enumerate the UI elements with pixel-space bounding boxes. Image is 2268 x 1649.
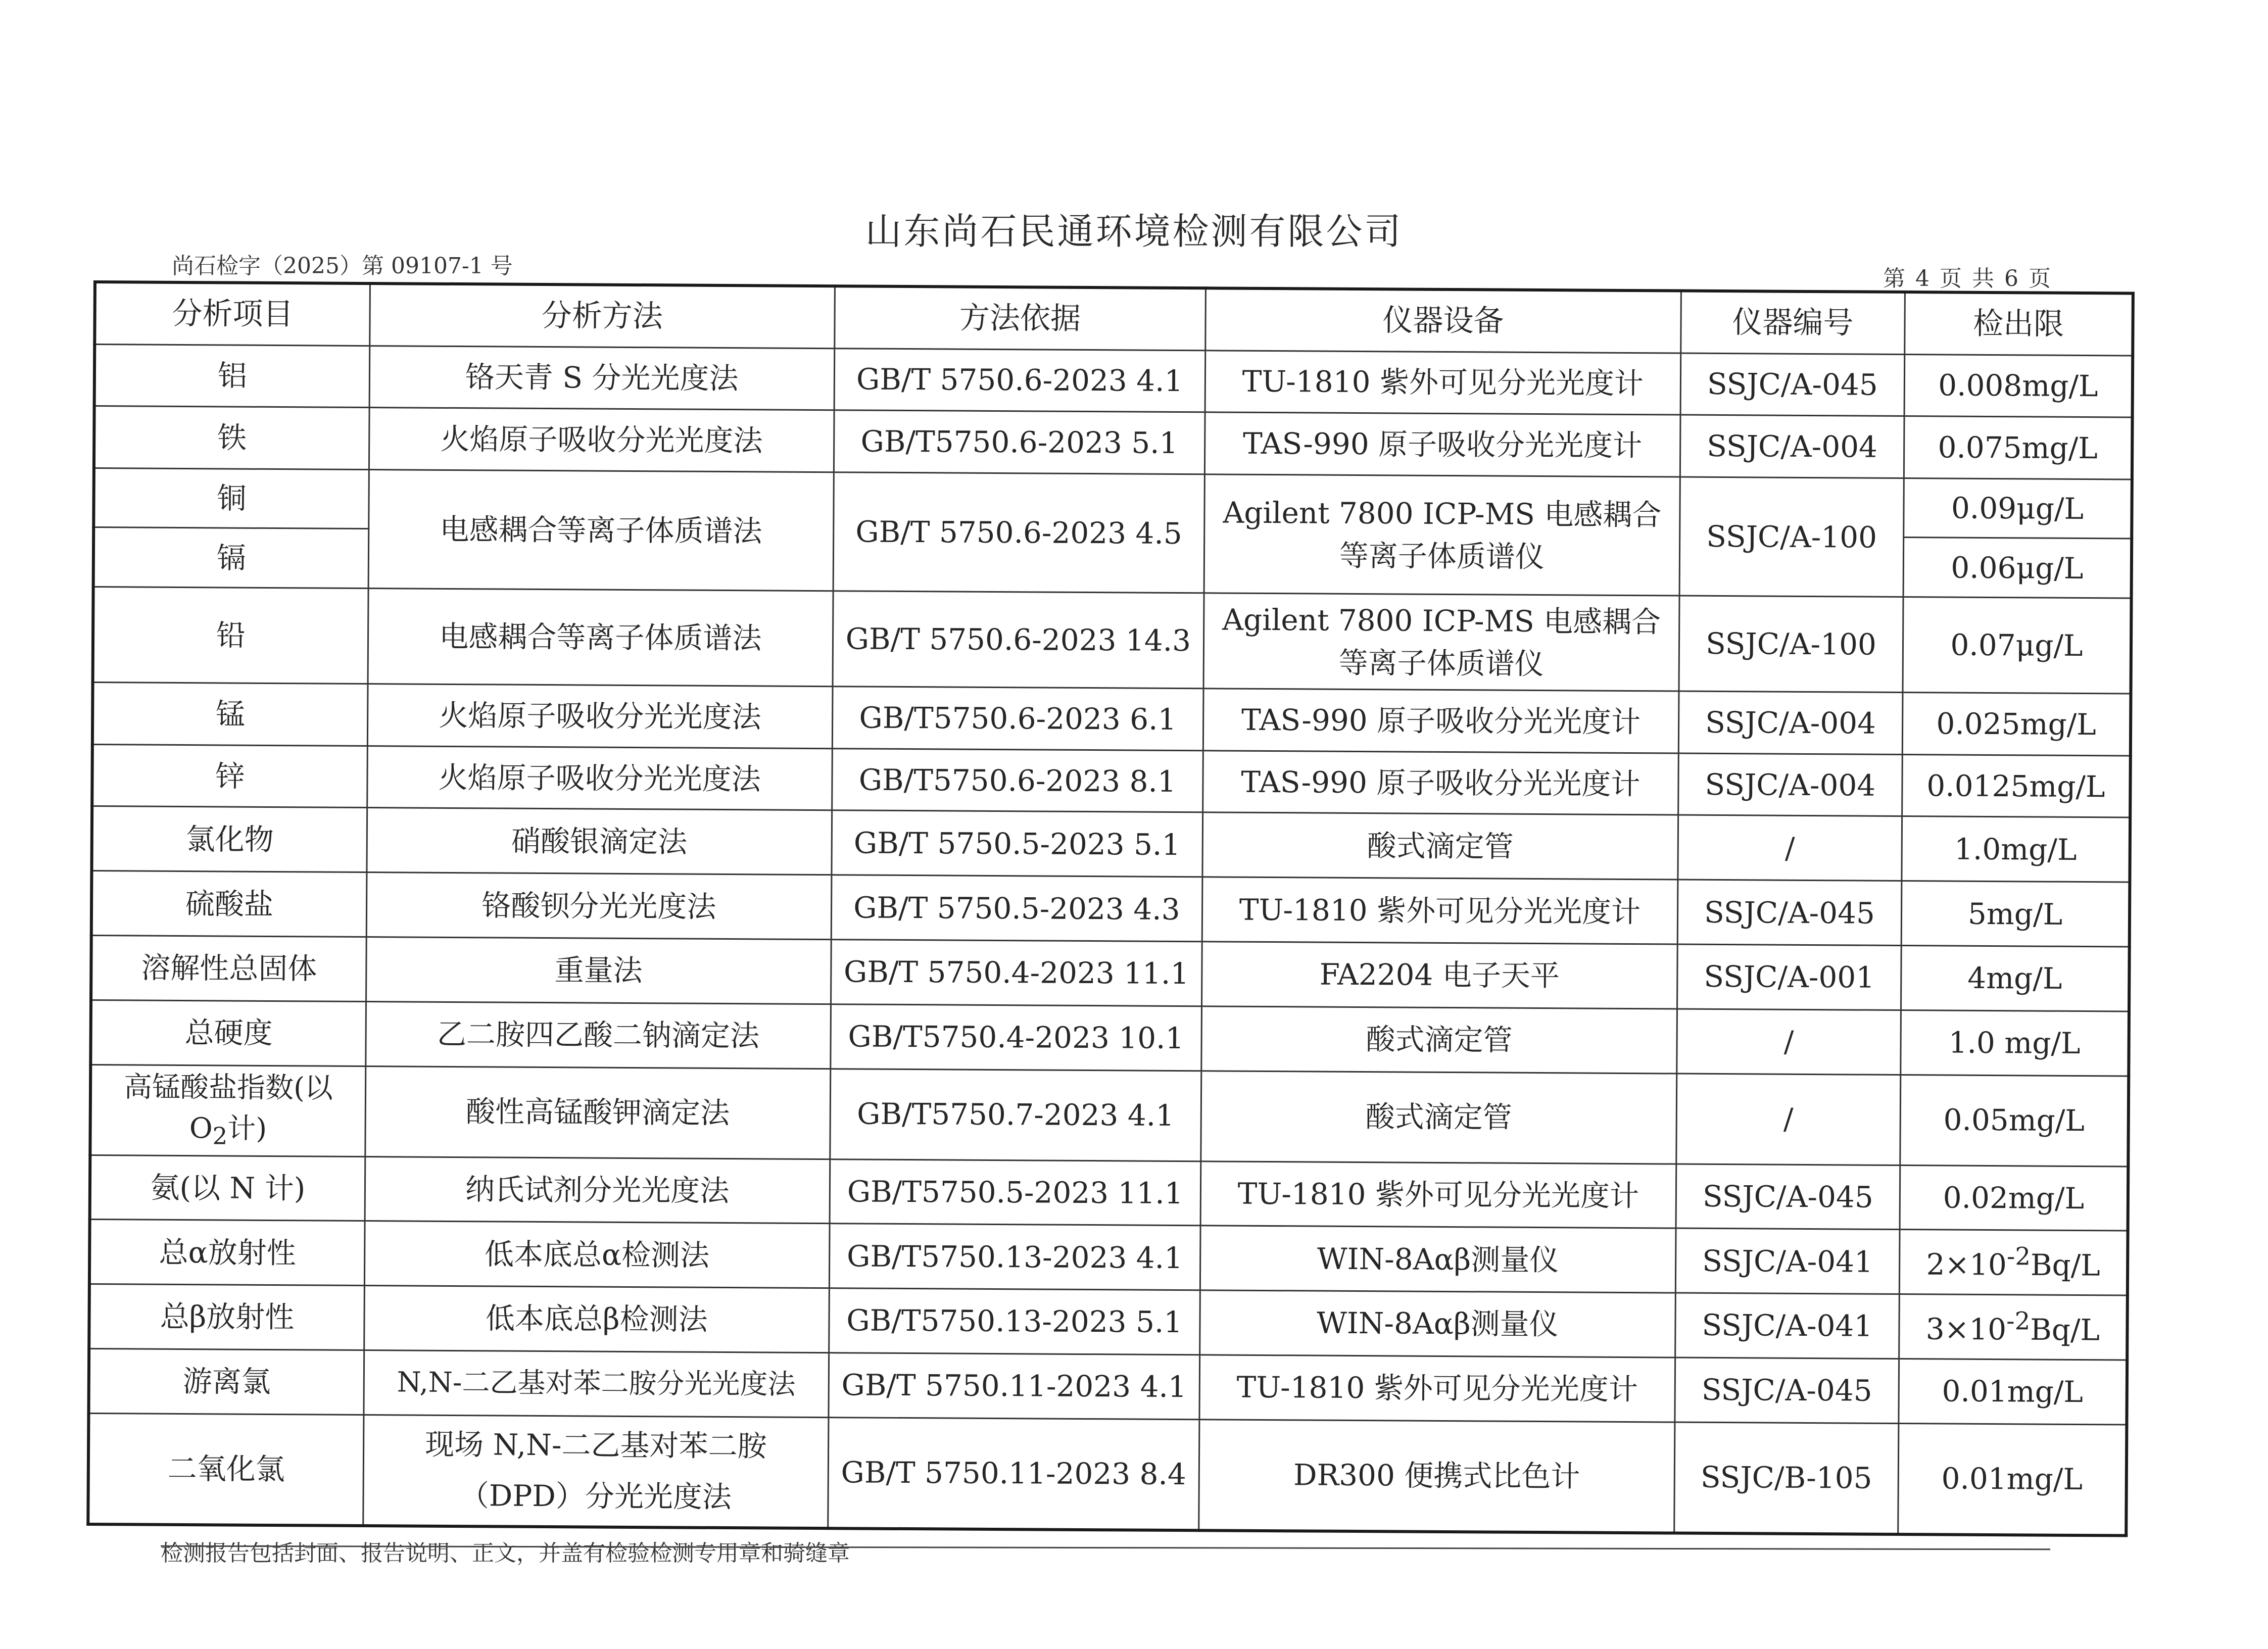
cell-code: SSJC/A-004 (1678, 753, 1903, 816)
cell-code: SSJC/A-045 (1677, 880, 1902, 945)
cell-basis: GB/T5750.6-2023 6.1 (832, 687, 1203, 751)
table-row (88, 1413, 2127, 1535)
cell-basis: GB/T 5750.4-2023 11.1 (831, 940, 1202, 1006)
cell-method: 火焰原子吸收分光光度法 (367, 684, 833, 749)
cell-code: SSJC/A-041 (1675, 1293, 1900, 1359)
table-row (92, 744, 2131, 817)
cell-method: 铬天青 S 分光光度法 (369, 346, 835, 410)
table-row (91, 935, 2130, 1011)
cell-item: 锰 (92, 683, 368, 746)
cell-method: 火焰原子吸收分光光度法 (369, 408, 834, 472)
cell-code: SSJC/A-045 (1680, 353, 1905, 416)
cell-basis: GB/T5750.6-2023 5.1 (834, 410, 1205, 474)
cell-item: 铜 (93, 468, 369, 529)
cell-item: 总β放射性 (89, 1284, 364, 1350)
limit-base: 3×10 (1925, 1312, 2007, 1347)
report-number: 尚石检字（2025）第 09107-1 号 (172, 253, 513, 279)
col-header-limit: 检出限 (1905, 292, 2133, 356)
cell-code: / (1677, 1009, 1901, 1075)
cell-item: 铅 (93, 587, 368, 684)
page-current: 4 (1915, 266, 1929, 292)
cell-code: SSJC/B-105 (1674, 1422, 1899, 1534)
cell-method: N,N-二乙基对苯二胺分光光度法 (364, 1350, 829, 1417)
cell-instrument: TAS-990 原子吸收分光光度计 (1203, 751, 1679, 815)
table-row (93, 468, 2132, 539)
cell-limit: 0.02mg/L (1900, 1165, 2128, 1231)
cell-item: 总α放射性 (89, 1220, 365, 1286)
cell-method: 重量法 (366, 937, 831, 1004)
table-row (89, 1284, 2128, 1360)
cell-code: SSJC/A-100 (1679, 477, 1904, 597)
cell-code: / (1676, 1074, 1901, 1165)
cell-method: 电感耦合等离子体质谱法 (368, 469, 834, 591)
cell-basis: GB/T 5750.5-2023 4.3 (831, 875, 1202, 942)
o2-symbol: O (189, 1111, 213, 1145)
cell-instrument: TU-1810 紫外可见分光光度计 (1200, 1161, 1676, 1228)
cell-basis: GB/T 5750.11-2023 8.4 (828, 1417, 1199, 1530)
cell-item (90, 1064, 365, 1156)
limit-exponent: -2 (2006, 1306, 2031, 1336)
table-row (92, 683, 2131, 756)
page-label-ye-2: 页 (2029, 266, 2051, 292)
cell-basis: GB/T5750.13-2023 5.1 (829, 1288, 1200, 1355)
cell-code: / (1678, 815, 1902, 881)
cell-limit: 0.075mg/L (1904, 416, 2132, 479)
cell-item: 游离氯 (88, 1348, 364, 1415)
cell-limit: 0.01mg/L (1898, 1423, 2127, 1535)
cell-item: 二氧化氯 (88, 1413, 364, 1526)
cell-item: 锌 (92, 744, 367, 808)
limit-unit: Bq/L (2030, 1312, 2100, 1347)
table-row (91, 806, 2130, 882)
cell-item: 镉 (93, 527, 369, 589)
cell-item: 总硬度 (90, 1000, 366, 1066)
instrument-line-2: 等离子体质谱仪 (1339, 538, 1545, 574)
cell-instrument: FA2204 电子天平 (1201, 942, 1677, 1009)
cell-item: 氨(以 N 计) (90, 1155, 365, 1221)
cell-limit (1899, 1230, 2128, 1295)
table-row (94, 344, 2133, 417)
instrument-line-1: Agilent 7800 ICP-MS 电感耦合 (1222, 602, 1661, 640)
cell-code: SSJC/A-001 (1677, 944, 1901, 1010)
cell-limit: 0.008mg/L (1904, 354, 2133, 417)
cell-method: 硝酸银滴定法 (367, 808, 832, 875)
cell-basis: GB/T5750.4-2023 10.1 (831, 1004, 1202, 1071)
analysis-methods-table (86, 280, 2135, 1537)
cell-limit (1899, 1294, 2128, 1360)
table-row (91, 871, 2130, 947)
table-row (94, 406, 2133, 479)
cell-instrument: 酸式滴定管 (1201, 1006, 1677, 1074)
limit-unit: Bq/L (2030, 1247, 2100, 1283)
cell-item: 溶解性总固体 (91, 935, 366, 1001)
table-header-row (94, 282, 2133, 356)
cell-instrument: TAS-990 原子吸收分光光度计 (1204, 412, 1680, 477)
cell-method: 低本底总β检测法 (364, 1286, 830, 1353)
cell-limit: 0.09μg/L (1904, 478, 2132, 539)
instrument-line-1: Agilent 7800 ICP-MS 电感耦合 (1223, 495, 1662, 532)
cell-item: 铝 (94, 344, 370, 408)
cell-instrument: TU-1810 紫外可见分光光度计 (1205, 350, 1681, 415)
cell-limit: 0.01mg/L (1899, 1359, 2127, 1424)
cell-method: 纳氏试剂分光光度法 (365, 1156, 830, 1224)
page-indicator (1878, 260, 2056, 293)
o2-subscript: 2 (212, 1123, 228, 1150)
item-line-1: 高锰酸盐指数(以 (123, 1070, 333, 1105)
page-label-gong: 共 (1972, 266, 1994, 292)
cell-limit: 0.05mg/L (1900, 1075, 2129, 1166)
cell-method: 乙二胺四乙酸二钠滴定法 (366, 1001, 831, 1069)
cell-limit: 1.0mg/L (1902, 816, 2130, 882)
col-header-code: 仪器编号 (1681, 291, 1905, 354)
cell-basis: GB/T5750.6-2023 8.1 (832, 748, 1203, 812)
item-line-2 (95, 1107, 360, 1155)
cell-code: SSJC/A-041 (1675, 1228, 1900, 1294)
table-row (90, 1000, 2129, 1076)
table-row (93, 587, 2132, 694)
table-row (90, 1064, 2129, 1166)
cell-basis: GB/T 5750.6-2023 4.1 (834, 348, 1205, 412)
cell-instrument: TAS-990 原子吸收分光光度计 (1203, 689, 1679, 753)
footer-note: 检测报告包括封面、报告说明、正文，并盖有检验检测专用章和骑缝章 (161, 1540, 850, 1566)
cell-basis: GB/T 5750.6-2023 4.5 (833, 472, 1205, 593)
cell-limit: 5mg/L (1901, 881, 2130, 947)
limit-exponent: -2 (2006, 1242, 2031, 1271)
cell-method: 火焰原子吸收分光光度法 (367, 746, 833, 810)
cell-limit: 0.025mg/L (1902, 693, 2131, 756)
page-total: 6 (2004, 266, 2018, 292)
cell-item: 铁 (94, 406, 369, 470)
cell-instrument (1203, 593, 1679, 691)
cell-method: 铬酸钡分光光度法 (366, 872, 832, 940)
method-line-2: （DPD）分光光度法 (459, 1478, 732, 1515)
cell-instrument: WIN-8Aαβ测量仪 (1200, 1226, 1676, 1293)
cell-item: 氯化物 (91, 806, 367, 872)
cell-basis: GB/T 5750.11-2023 4.1 (829, 1353, 1200, 1420)
instrument-line-2: 等离子体质谱仪 (1338, 645, 1544, 682)
cell-basis: GB/T5750.5-2023 11.1 (830, 1159, 1201, 1226)
cell-method: 电感耦合等离子体质谱法 (368, 589, 833, 687)
cell-basis: GB/T 5750.5-2023 5.1 (832, 810, 1203, 877)
cell-instrument: 酸式滴定管 (1202, 812, 1678, 880)
cell-method (363, 1415, 829, 1528)
method-line-1: 现场 N,N-二乙基对苯二胺 (425, 1427, 767, 1464)
col-header-basis: 方法依据 (834, 286, 1205, 350)
cell-instrument (1204, 474, 1680, 596)
cell-basis: GB/T5750.7-2023 4.1 (830, 1069, 1201, 1161)
cell-instrument: TU-1810 紫外可见分光光度计 (1199, 1355, 1675, 1422)
cell-method: 低本底总α检测法 (364, 1221, 830, 1288)
analysis-table-wrapper (86, 280, 2135, 1537)
cell-code: SSJC/A-004 (1678, 691, 1903, 754)
col-header-instrument: 仪器设备 (1205, 288, 1681, 353)
cell-basis: GB/T 5750.6-2023 14.3 (833, 591, 1204, 689)
cell-limit: 0.06μg/L (1903, 538, 2132, 598)
company-title: 山东尚石民通环境检测有限公司 (865, 210, 1403, 253)
cell-code: SSJC/A-045 (1675, 1357, 1899, 1423)
cell-code: SSJC/A-004 (1680, 415, 1904, 478)
cell-code: SSJC/A-100 (1679, 596, 1903, 693)
cell-code: SSJC/A-045 (1676, 1164, 1900, 1230)
limit-base: 2×10 (1926, 1247, 2007, 1282)
table-row (89, 1220, 2128, 1295)
col-header-method: 分析方法 (370, 283, 835, 348)
cell-instrument: TU-1810 紫外可见分光光度计 (1202, 877, 1678, 944)
cell-method: 酸性高锰酸钾滴定法 (365, 1066, 831, 1159)
page-label-di: 第 (1883, 266, 1905, 292)
cell-limit: 0.0125mg/L (1902, 754, 2131, 817)
table-row (88, 1348, 2127, 1424)
cell-instrument: WIN-8Aαβ测量仪 (1200, 1290, 1676, 1357)
table-row (90, 1155, 2129, 1231)
cell-item: 硫酸盐 (91, 871, 367, 937)
col-header-item: 分析项目 (94, 282, 370, 346)
cell-limit: 0.07μg/L (1903, 597, 2132, 694)
cell-instrument: 酸式滴定管 (1201, 1071, 1677, 1163)
cell-instrument: DR300 便携式比色计 (1199, 1419, 1675, 1533)
cell-limit: 1.0 mg/L (1901, 1010, 2129, 1076)
item-tail: 计) (227, 1112, 267, 1145)
cell-limit: 4mg/L (1901, 946, 2129, 1011)
cell-basis: GB/T5750.13-2023 4.1 (829, 1224, 1200, 1290)
page-label-ye: 页 (1940, 266, 1962, 292)
